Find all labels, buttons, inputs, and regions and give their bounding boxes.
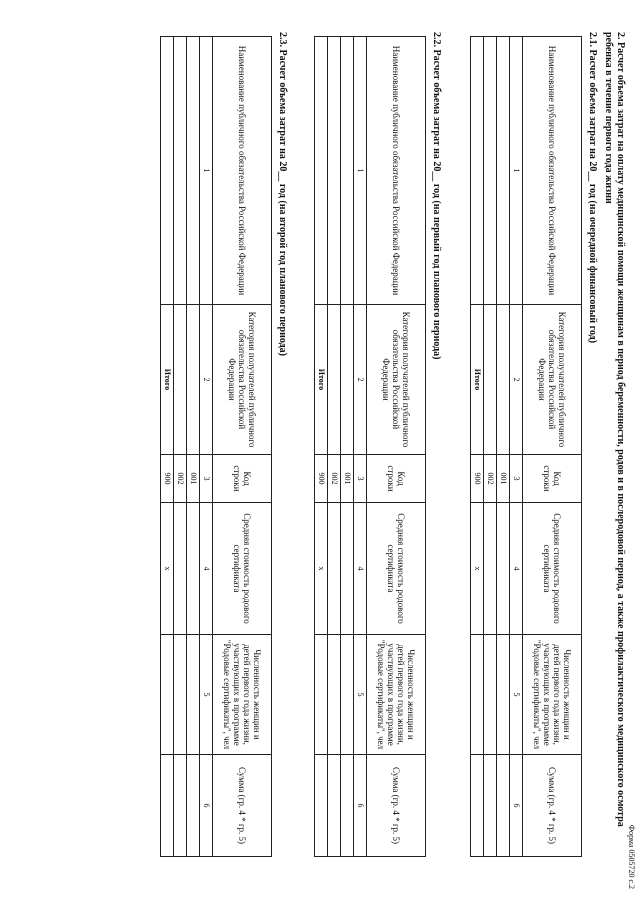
cell-sum[interactable] bbox=[187, 755, 200, 857]
col-number: 6 bbox=[200, 755, 213, 857]
total-sum[interactable] bbox=[315, 755, 328, 857]
cell-category[interactable] bbox=[341, 305, 354, 455]
total-avg-cost: x bbox=[315, 503, 328, 635]
table-2-2 bbox=[314, 36, 426, 857]
col-header-sum: Сумма (гр. 4 * гр. 5) bbox=[213, 755, 272, 857]
form-code: Форма 0505720 с.2 bbox=[627, 824, 636, 889]
total-row bbox=[161, 37, 174, 857]
table-header-row bbox=[523, 37, 582, 857]
col-header-category: Категория получателей публичного обязательства Российской Федерации bbox=[213, 305, 272, 455]
col-header-count: Численность женщин и детей первого года жизни, участвующих в программе "Родовые сертификаты", чел bbox=[367, 635, 426, 755]
total-count[interactable] bbox=[471, 635, 484, 755]
col-number: 4 bbox=[200, 503, 213, 635]
cell-avg-cost[interactable] bbox=[484, 503, 497, 635]
cell-category[interactable] bbox=[328, 305, 341, 455]
cell-category[interactable] bbox=[187, 305, 200, 455]
col-header-avg-cost: Средняя стоимость родового сертификата bbox=[213, 503, 272, 635]
total-count[interactable] bbox=[315, 635, 328, 755]
table-row bbox=[174, 37, 187, 857]
cell-name[interactable] bbox=[497, 37, 510, 305]
col-header-avg-cost: Средняя стоимость родового сертификата bbox=[367, 503, 426, 635]
cell-name[interactable] bbox=[328, 37, 341, 305]
table-row bbox=[328, 37, 341, 857]
total-row bbox=[315, 37, 328, 857]
cell-category[interactable] bbox=[174, 305, 187, 455]
table-row bbox=[341, 37, 354, 857]
col-number: 2 bbox=[200, 305, 213, 455]
table-2-1 bbox=[470, 36, 582, 857]
col-number: 6 bbox=[510, 755, 523, 857]
cell-count[interactable] bbox=[328, 635, 341, 755]
col-number: 1 bbox=[510, 37, 523, 305]
total-count[interactable] bbox=[161, 635, 174, 755]
col-header-name: Наименование публичного обязательства Российской Федерации bbox=[213, 37, 272, 305]
col-header-sum: Сумма (гр. 4 * гр. 5) bbox=[523, 755, 582, 857]
total-code: 900 bbox=[315, 455, 328, 503]
col-number: 5 bbox=[354, 635, 367, 755]
col-header-name: Наименование публичного обязательства Российской Федерации bbox=[523, 37, 582, 305]
section-2-2-title: 2.2. Расчет объема затрат на 20__ год (на первый год планового периода) bbox=[431, 32, 442, 360]
total-label: Итого bbox=[315, 305, 328, 455]
section-2-heading: 2. Расчет объема затрат на оплату медицинской помощи женщинам в период беременности, родов и в послеродовой период, а также профилактического медицинского осмотра ребенка в течение первого года жизни bbox=[603, 32, 626, 827]
col-number: 3 bbox=[354, 455, 367, 503]
table-header-row bbox=[213, 37, 272, 857]
col-number: 3 bbox=[200, 455, 213, 503]
col-number: 3 bbox=[510, 455, 523, 503]
cell-sum[interactable] bbox=[328, 755, 341, 857]
col-header-name: Наименование публичного обязательства Российской Федерации bbox=[367, 37, 426, 305]
column-number-row bbox=[200, 37, 213, 857]
total-label: Итого bbox=[161, 305, 174, 455]
cell-sum[interactable] bbox=[174, 755, 187, 857]
cell-code: 002 bbox=[174, 455, 187, 503]
col-number: 5 bbox=[510, 635, 523, 755]
cell-count[interactable] bbox=[187, 635, 200, 755]
cell-code: 001 bbox=[497, 455, 510, 503]
cell-name[interactable] bbox=[187, 37, 200, 305]
col-number: 1 bbox=[200, 37, 213, 305]
col-number: 5 bbox=[200, 635, 213, 755]
cell-code: 001 bbox=[187, 455, 200, 503]
total-avg-cost: x bbox=[471, 503, 484, 635]
col-header-count: Численность женщин и детей первого года жизни, участвующих в программе "Родовые сертификаты", чел bbox=[213, 635, 272, 755]
col-header-code: Код строки bbox=[213, 455, 272, 503]
total-code: 900 bbox=[471, 455, 484, 503]
cell-code: 002 bbox=[328, 455, 341, 503]
col-header-code: Код строки bbox=[523, 455, 582, 503]
col-number: 1 bbox=[354, 37, 367, 305]
total-sum[interactable] bbox=[161, 755, 174, 857]
cell-name[interactable] bbox=[484, 37, 497, 305]
cell-code: 001 bbox=[341, 455, 354, 503]
cell-name[interactable] bbox=[174, 37, 187, 305]
cell-avg-cost[interactable] bbox=[497, 503, 510, 635]
cell-code: 002 bbox=[484, 455, 497, 503]
cell-count[interactable] bbox=[484, 635, 497, 755]
col-header-count: Численность женщин и детей первого года жизни, участвующих в программе "Родовые сертификаты", чел bbox=[523, 635, 582, 755]
total-row bbox=[471, 37, 484, 857]
cell-avg-cost[interactable] bbox=[187, 503, 200, 635]
col-number: 2 bbox=[354, 305, 367, 455]
col-header-category: Категория получателей публичного обязательства Российской Федерации bbox=[367, 305, 426, 455]
total-label: Итого bbox=[471, 305, 484, 455]
cell-count[interactable] bbox=[497, 635, 510, 755]
cell-sum[interactable] bbox=[497, 755, 510, 857]
cell-sum[interactable] bbox=[484, 755, 497, 857]
table-row bbox=[497, 37, 510, 857]
column-number-row bbox=[354, 37, 367, 857]
cell-avg-cost[interactable] bbox=[174, 503, 187, 635]
cell-category[interactable] bbox=[497, 305, 510, 455]
cell-name[interactable] bbox=[341, 37, 354, 305]
cell-avg-cost[interactable] bbox=[341, 503, 354, 635]
total-avg-cost: x bbox=[161, 503, 174, 635]
col-header-category: Категория получателей публичного обязательства Российской Федерации bbox=[523, 305, 582, 455]
col-number: 4 bbox=[510, 503, 523, 635]
cell-category[interactable] bbox=[484, 305, 497, 455]
cell-avg-cost[interactable] bbox=[328, 503, 341, 635]
col-header-code: Код строки bbox=[367, 455, 426, 503]
total-code: 900 bbox=[161, 455, 174, 503]
table-row bbox=[484, 37, 497, 857]
column-number-row bbox=[510, 37, 523, 857]
table-row bbox=[187, 37, 200, 857]
section-2-3-title: 2.3. Расчет объема затрат на 20__ год (на второй год планового периода) bbox=[277, 32, 288, 356]
col-header-sum: Сумма (гр. 4 * гр. 5) bbox=[367, 755, 426, 857]
cell-count[interactable] bbox=[174, 635, 187, 755]
cell-count[interactable] bbox=[341, 635, 354, 755]
table-2-3 bbox=[160, 36, 272, 857]
col-number: 6 bbox=[354, 755, 367, 857]
section-2-1-title: 2.1. Расчет объема затрат на 20__ год (на очередной финансовый год) bbox=[587, 32, 598, 344]
col-header-avg-cost: Средняя стоимость родового сертификата bbox=[523, 503, 582, 635]
cell-sum[interactable] bbox=[341, 755, 354, 857]
col-number: 2 bbox=[510, 305, 523, 455]
col-number: 4 bbox=[354, 503, 367, 635]
total-sum[interactable] bbox=[471, 755, 484, 857]
table-header-row bbox=[367, 37, 426, 857]
